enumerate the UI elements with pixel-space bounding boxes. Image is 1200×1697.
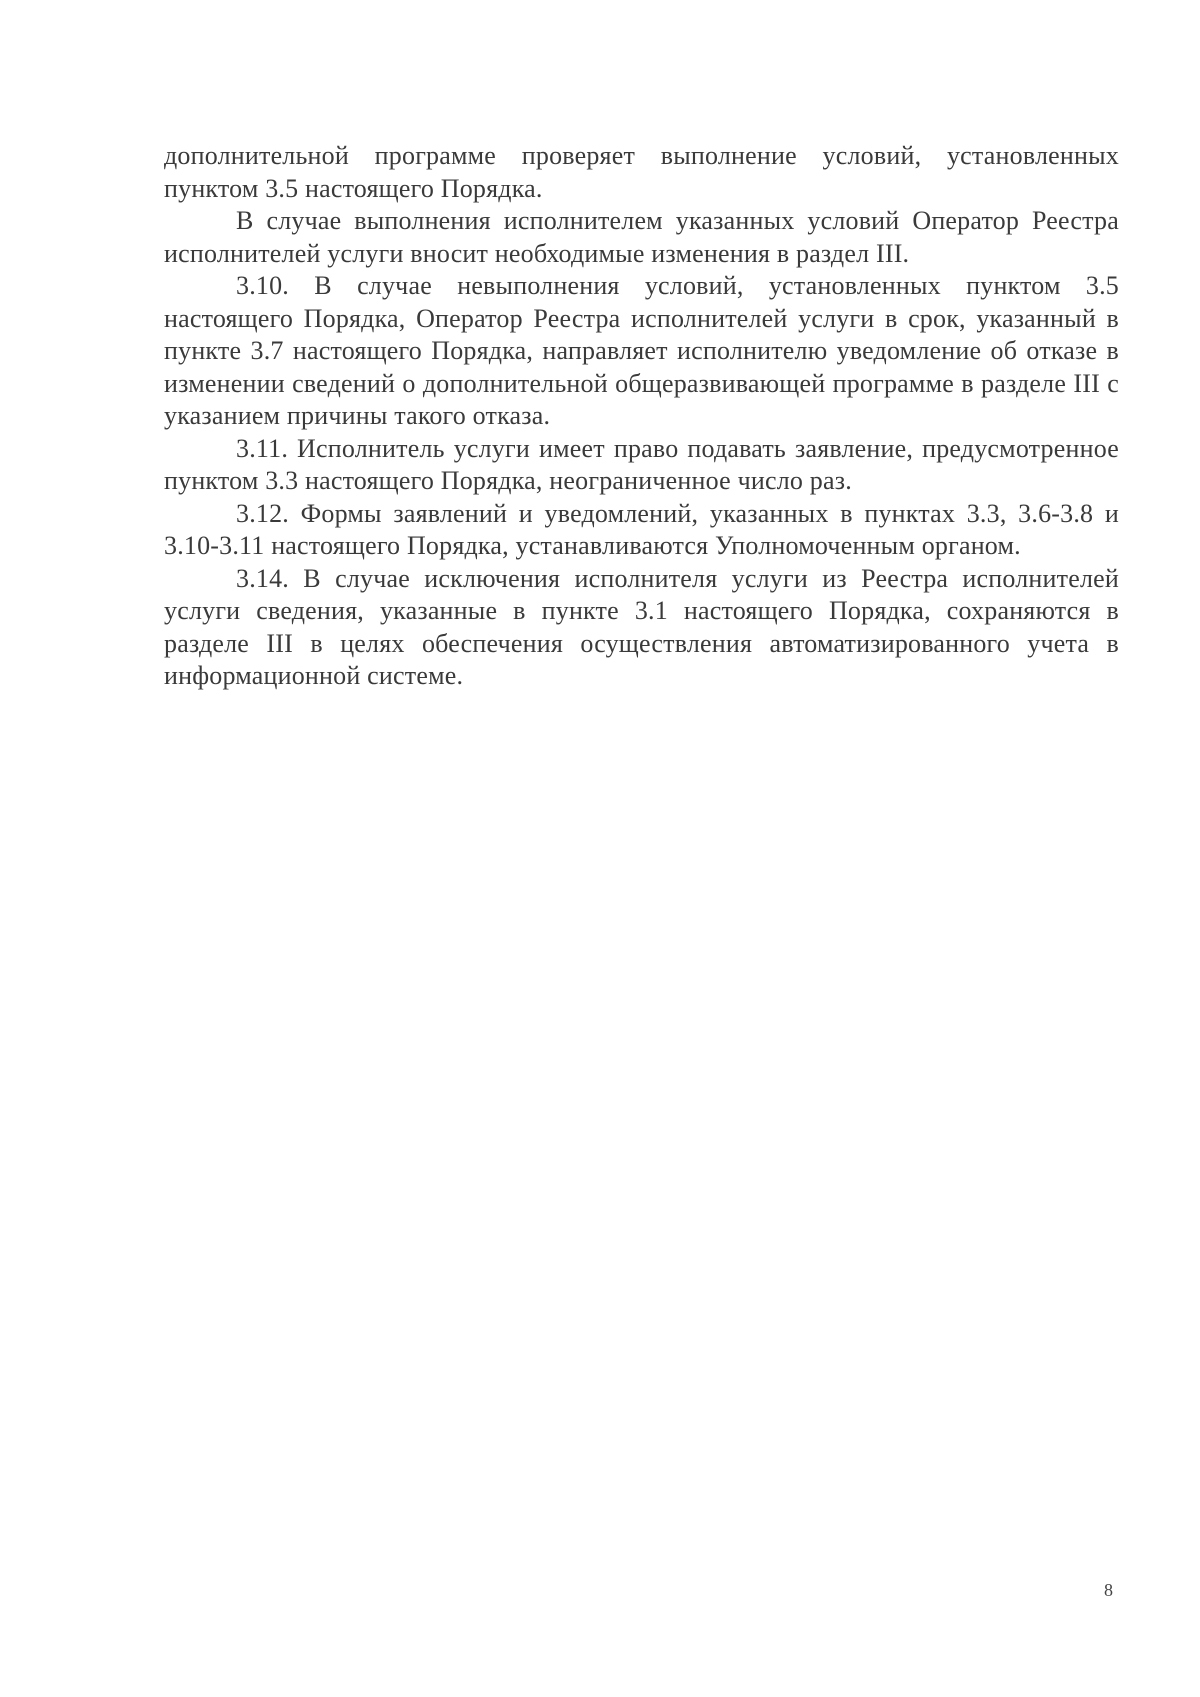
paragraph-3-12: 3.12. Формы заявлений и уведомлений, указанных в пунктах 3.3, 3.6-3.8 и 3.10-3.11 настоящего Порядка, устанавливаются Уполномоченным органом. bbox=[164, 498, 1119, 560]
page-number: 8 bbox=[1104, 1580, 1113, 1600]
paragraph-register-update: В случае выполнения исполнителем указанных условий Оператор Реестра исполнителей услуги вносит необходимые изменения в раздел III. bbox=[164, 206, 1119, 268]
paragraph-continuation: дополнительной программе проверяет выполнение условий, установленных пунктом 3.5 настоящего Порядка. bbox=[164, 141, 1119, 203]
paragraph-3-14: 3.14. В случае исключения исполнителя услуги из Реестра исполнителей услуги сведения, указанные в пункте 3.1 настоящего Порядка, сохраняются в разделе III в целях обеспечения осуществления автоматизированного учета в информационной системе. bbox=[164, 563, 1119, 690]
paragraph-3-11: 3.11. Исполнитель услуги имеет право подавать заявление, предусмотренное пунктом 3.3 настоящего Порядка, неограниченное число раз. bbox=[164, 433, 1119, 495]
document-body bbox=[164, 140, 1119, 693]
paragraph-3-10: 3.10. В случае невыполнения условий, установленных пунктом 3.5 настоящего Порядка, Оператор Реестра исполнителей услуги в срок, указанный в пункте 3.7 настоящего Порядка, направляет исполнителю уведомление об отказе в изменении сведений о дополнительной общеразвивающей программе в разделе III с указанием причины такого отказа. bbox=[164, 271, 1119, 430]
